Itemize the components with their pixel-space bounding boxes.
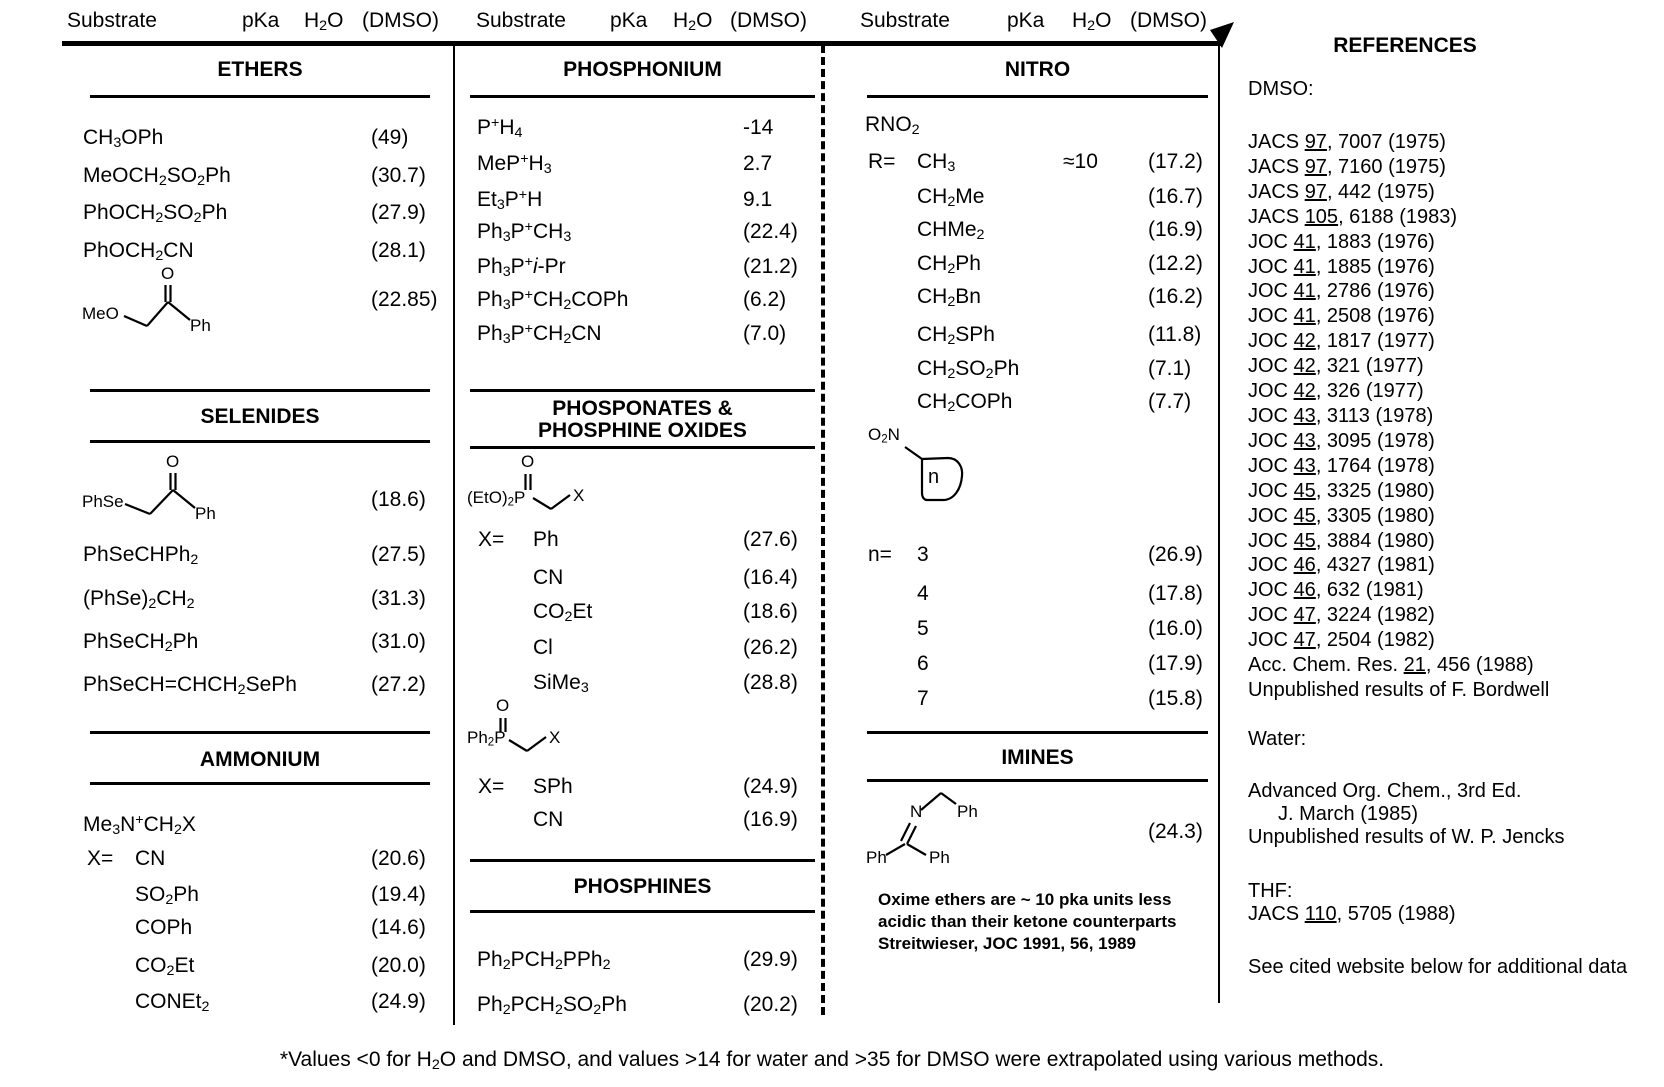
oxime-note-line1: Oxime ethers are ~ 10 pka units less (878, 890, 1172, 909)
footnote: *Values <0 for $H_2O$ and DMSO, and values >14 for water and >35 for DMSO were extrapolated using various methods. (279, 1048, 1385, 1074)
header-rule (62, 41, 1222, 46)
pka-dmso-value: (49) (371, 126, 409, 149)
substituent-formula: $CH_2Ph$ (917, 252, 981, 278)
pka-dmso-value: (30.7) (371, 164, 426, 187)
substituent-formula: SiMe$_3$ (533, 671, 589, 697)
section-title-nitro: NITRO (1004, 58, 1071, 81)
col1-header-dmso: (DMSO) (362, 9, 439, 32)
col1-header-substrate: Substrate (67, 9, 157, 32)
reference-item: JOC 47, 2504 (1982) (1248, 629, 1435, 652)
substrate-formula: $Ph_3P^+CH_2CN$ (477, 320, 602, 348)
substituent-formula: $CH_2Bn$ (917, 285, 981, 311)
section-rule (90, 731, 430, 734)
ring-size-value: 5 (917, 617, 929, 640)
reference-item: JOC 47, 3224 (1982) (1248, 604, 1435, 627)
oxime-note-line2: acidic than their ketone counterparts (878, 912, 1177, 931)
pka-dmso-value: (6.2) (743, 288, 787, 311)
substituent-formula: CN (533, 808, 564, 831)
substituent-formula: $CH_2Me$ (917, 185, 985, 211)
pka-dmso-value: (17.8) (1148, 582, 1203, 605)
n-equals-label: n= (868, 543, 892, 566)
substrate-formula: PhSeCHPh$_2$ (83, 543, 199, 569)
substituent-formula: SPh (533, 775, 573, 798)
table-row (0, 847, 1664, 873)
pka-dmso-value: (11.8) (1148, 323, 1202, 346)
pka-dmso-value: (20.6) (371, 847, 426, 870)
atom-label-phenyl: Ph (957, 802, 978, 821)
col2-header-substrate: Substrate (476, 9, 566, 32)
section-title-imines: IMINES (1001, 746, 1074, 769)
section-title-ethers: ETHERS (217, 58, 303, 81)
reference-item: JOC 45, 3305 (1980) (1248, 504, 1435, 527)
structure-nitro-cycloalkane (855, 421, 985, 513)
atom-label-oxygen: O (166, 452, 180, 471)
col2-header-pka: pKa (610, 9, 648, 32)
pka-dmso-value: (15.8) (1148, 687, 1203, 710)
ring-size-value: 7 (917, 687, 929, 710)
substrate-formula: $PhOCH_2SO_2Ph$ (83, 201, 228, 227)
reference-item: JOC 46, 4327 (1981) (1248, 554, 1435, 577)
col3-header-dmso: (DMSO) (1130, 9, 1207, 32)
substituent-formula: $SO_2Ph$ (135, 883, 199, 909)
pka-dmso-value: (16.2) (1148, 285, 1203, 308)
atom-label: $Ph_2P$ (467, 728, 506, 749)
substrate-formula: $MeP^+H_3$ (477, 150, 552, 178)
pka-dmso-value: (27.5) (371, 543, 426, 566)
col3-header-substrate: Substrate (860, 9, 950, 32)
pka-dmso-value: (28.8) (743, 671, 798, 694)
substrate-formula: $Et_3P^+H$ (477, 186, 543, 214)
pka-dmso-value: (16.9) (743, 808, 798, 831)
section-title-selenides: SELENIDES (200, 405, 320, 428)
pka-dmso-value: (16.9) (1148, 218, 1203, 241)
x-equals-label: X= (87, 847, 114, 870)
reference-item: JOC 41, 1883 (1976) (1248, 230, 1435, 253)
reference-item: JOC 46, 632 (1981) (1248, 579, 1424, 602)
pka-dmso-value: (27.2) (371, 673, 426, 696)
col2-header-h2o: $H_2O$ (673, 9, 713, 35)
ring-size-value: 3 (917, 543, 929, 566)
col1-header-h2o: $H_2O$ (304, 9, 344, 35)
substrate-formula: $Ph_2PCH_2SO_2Ph$ (477, 993, 627, 1019)
pka-dmso-value: (22.85) (371, 288, 438, 311)
col3-header-h2o: $H_2O$ (1072, 9, 1112, 35)
reference-item: Unpublished results of F. Bordwell (1248, 678, 1550, 701)
substituent-formula: CN (533, 566, 564, 589)
reference-item: JOC 43, 1764 (1978) (1248, 454, 1435, 477)
atom-label: MeO (82, 304, 119, 323)
reference-item: JOC 45, 3884 (1980) (1248, 529, 1435, 552)
pka-dmso-value: (29.9) (743, 948, 798, 971)
reference-item: JOC 42, 1817 (1977) (1248, 330, 1435, 353)
reference-item: JACS 110, 5705 (1988) (1248, 903, 1456, 925)
ring-size-value: 4 (917, 582, 929, 605)
substituent-formula: $CH_2COPh$ (917, 390, 1013, 416)
pka-dmso-value: (28.1) (371, 239, 426, 262)
ring-size-value: 6 (917, 652, 929, 675)
x-equals-label: X= (478, 775, 505, 798)
pka-dmso-value: (7.7) (1148, 390, 1192, 413)
substrate-formula: $CH_3OPh$ (83, 126, 164, 152)
atom-label-nitrogen: N (910, 802, 923, 821)
reference-item: JACS 97, 7160 (1975) (1248, 155, 1446, 178)
ring-size-label: n (928, 466, 940, 488)
pka-dmso-value: (27.9) (371, 201, 426, 224)
pka-dmso-value: (20.2) (743, 993, 798, 1016)
pka-dmso-value: (26.9) (1148, 543, 1203, 566)
pka-dmso-value: (7.1) (1148, 357, 1192, 380)
substrate-formula: $Ph_2PCH_2PPh_2$ (477, 948, 611, 974)
atom-label: $(EtO)_2P$ (467, 488, 526, 509)
substituent-formula: CN (135, 847, 166, 870)
x-equals-label: X= (478, 528, 505, 551)
section-rule (90, 95, 430, 98)
section-title-phosphines: PHOSPHINES (573, 875, 712, 898)
substrate-formula: $P^+H_4$ (477, 114, 523, 142)
substituent-formula: Ph (533, 528, 559, 551)
substituent-formula: Cl (533, 636, 553, 659)
section-rule (470, 910, 815, 913)
pka-dmso-value: (24.9) (743, 775, 798, 798)
reference-item: Acc. Chem. Res. 21, 456 (1988) (1248, 654, 1534, 677)
reference-item: Advanced Org. Chem., 3rd Ed. (1248, 780, 1522, 802)
references-title: REFERENCES (1333, 34, 1477, 57)
section-rule (470, 95, 815, 98)
section-title-phosphonates-line1: PHOSPONATES & (552, 397, 733, 420)
section-title-ammonium: AMMONIUM (199, 748, 321, 771)
substituent-formula: $CO_2Et$ (135, 954, 195, 980)
reference-item: JACS 105, 6188 (1983) (1248, 205, 1458, 228)
pka-dmso-value: (24.9) (371, 990, 426, 1013)
pka-dmso-value: (22.4) (743, 220, 798, 243)
substituent-formula: $CH_2SO_2Ph$ (917, 357, 1020, 383)
substituent-formula: COPh (135, 916, 193, 939)
substrate-formula: $(PhSe)_2CH_2$ (83, 587, 195, 613)
atom-label-phenyl: Ph (190, 316, 211, 335)
pka-dmso-value: (16.0) (1148, 617, 1203, 640)
dmso-references-list (1248, 130, 1549, 703)
pka-dmso-value: (24.3) (1148, 820, 1203, 843)
pka-dmso-value: (19.4) (371, 883, 426, 906)
see-also-note: See cited website below for additional data (1248, 956, 1628, 978)
pka-dmso-value: (16.4) (743, 566, 798, 589)
substrate-formula: $Ph_3P^+i-Pr$ (477, 253, 566, 281)
reference-item: JOC 43, 3113 (1978) (1248, 404, 1434, 427)
atom-label-oxygen: O (521, 452, 535, 471)
reference-item: JOC 43, 3095 (1978) (1248, 429, 1435, 452)
atom-label-x: X (549, 728, 561, 747)
section-rule (470, 446, 815, 449)
substrate-formula: $Me_3N^+CH_2X$ (83, 811, 196, 839)
section-rule (470, 859, 815, 862)
pka-dmso-value: (21.2) (743, 255, 798, 278)
section-rule (90, 440, 430, 443)
reference-item: Unpublished results of W. P. Jencks (1248, 826, 1565, 848)
substrate-formula: $RNO_2$ (865, 113, 920, 139)
arrow-icon (1202, 18, 1238, 54)
reference-item: JOC 45, 3325 (1980) (1248, 479, 1435, 502)
atom-label: PhSe (82, 492, 124, 511)
pka-dmso-value: (17.2) (1148, 150, 1203, 173)
reference-item: JOC 42, 326 (1977) (1248, 380, 1424, 403)
pka-h2o-value: 9.1 (743, 188, 773, 211)
atom-label-phenyl: Ph (929, 848, 950, 867)
pka-h2o-value: -14 (743, 116, 774, 139)
atom-label-nitro: $O_2N$ (868, 425, 900, 446)
col2-header-dmso: (DMSO) (730, 9, 807, 32)
atom-label-phenyl: Ph (866, 848, 887, 867)
substituent-formula: CHMe$_2$ (917, 218, 985, 244)
section-rule (867, 95, 1208, 98)
pka-h2o-value: ≈10 (1063, 150, 1098, 173)
oxime-note-line3: Streitwieser, JOC 1991, 56, 1989 (878, 934, 1137, 953)
thf-references-list (1248, 903, 1456, 926)
pka-dmso-value: (14.6) (371, 916, 426, 939)
reference-item: JOC 41, 2786 (1976) (1248, 280, 1435, 303)
atom-label-oxygen: O (496, 696, 510, 715)
section-title-phosphonium: PHOSPHONIUM (563, 58, 722, 81)
dmso-refs-label: DMSO: (1248, 78, 1314, 100)
reference-item: JOC 42, 321 (1977) (1248, 355, 1424, 378)
pka-dmso-value: (20.0) (371, 954, 426, 977)
table-row (0, 993, 1664, 1019)
atom-label-oxygen: O (161, 264, 175, 283)
substrate-formula: $MeOCH_2SO_2Ph$ (83, 164, 231, 190)
substrate-formula: $PhSeCH=CHCH_2SePh$ (83, 673, 297, 699)
thf-refs-label: THF: (1248, 880, 1293, 902)
pka-dmso-value: (18.6) (371, 488, 426, 511)
substituent-formula: $CO_2Et$ (533, 600, 593, 626)
reference-item: J. March (1985) (1278, 803, 1419, 825)
pka-dmso-value: (31.0) (371, 630, 426, 653)
substrate-formula: PhSeCH$_2$Ph (83, 630, 199, 656)
pka-h2o-value: 2.7 (743, 152, 773, 175)
section-rule (867, 731, 1208, 734)
reference-item: JACS 97, 442 (1975) (1248, 180, 1435, 203)
pka-dmso-value: (18.6) (743, 600, 798, 623)
pka-dmso-value: (16.7) (1148, 185, 1203, 208)
substituent-formula: CONEt$_2$ (135, 990, 210, 1016)
col1-header-pka: pKa (242, 9, 280, 32)
col3-header-pka: pKa (1007, 9, 1045, 32)
reference-item: JACS 97, 7007 (1975) (1248, 131, 1446, 153)
pka-dmso-value: (26.2) (743, 636, 798, 659)
substrate-formula: $Ph_3P^+CH_2COPh$ (477, 286, 629, 314)
pka-dmso-value: (12.2) (1148, 252, 1203, 275)
reference-item: JOC 41, 1885 (1976) (1248, 255, 1435, 278)
substrate-formula: PhOCH$_2$CN (83, 239, 194, 265)
pka-dmso-value: (31.3) (371, 587, 426, 610)
substrate-formula: $Ph_3P^+CH_3$ (477, 218, 572, 246)
atom-label-phenyl: Ph (195, 504, 216, 523)
water-references-list (1248, 780, 1564, 849)
reference-item: JOC 41, 2508 (1976) (1248, 305, 1435, 328)
pka-dmso-value: (17.9) (1148, 652, 1203, 675)
r-equals-label: R= (868, 150, 896, 173)
water-refs-label: Water: (1248, 728, 1307, 750)
section-title-phosphonates-line2: PHOSPHINE OXIDES (538, 419, 747, 442)
substituent-formula: $CH_3$ (917, 150, 956, 176)
structure-phosphonate (465, 450, 620, 518)
pka-dmso-value: (27.6) (743, 528, 798, 551)
atom-label-x: X (573, 486, 585, 505)
pka-dmso-value: (7.0) (743, 322, 787, 345)
substituent-formula: $CH_2SPh$ (917, 323, 995, 349)
